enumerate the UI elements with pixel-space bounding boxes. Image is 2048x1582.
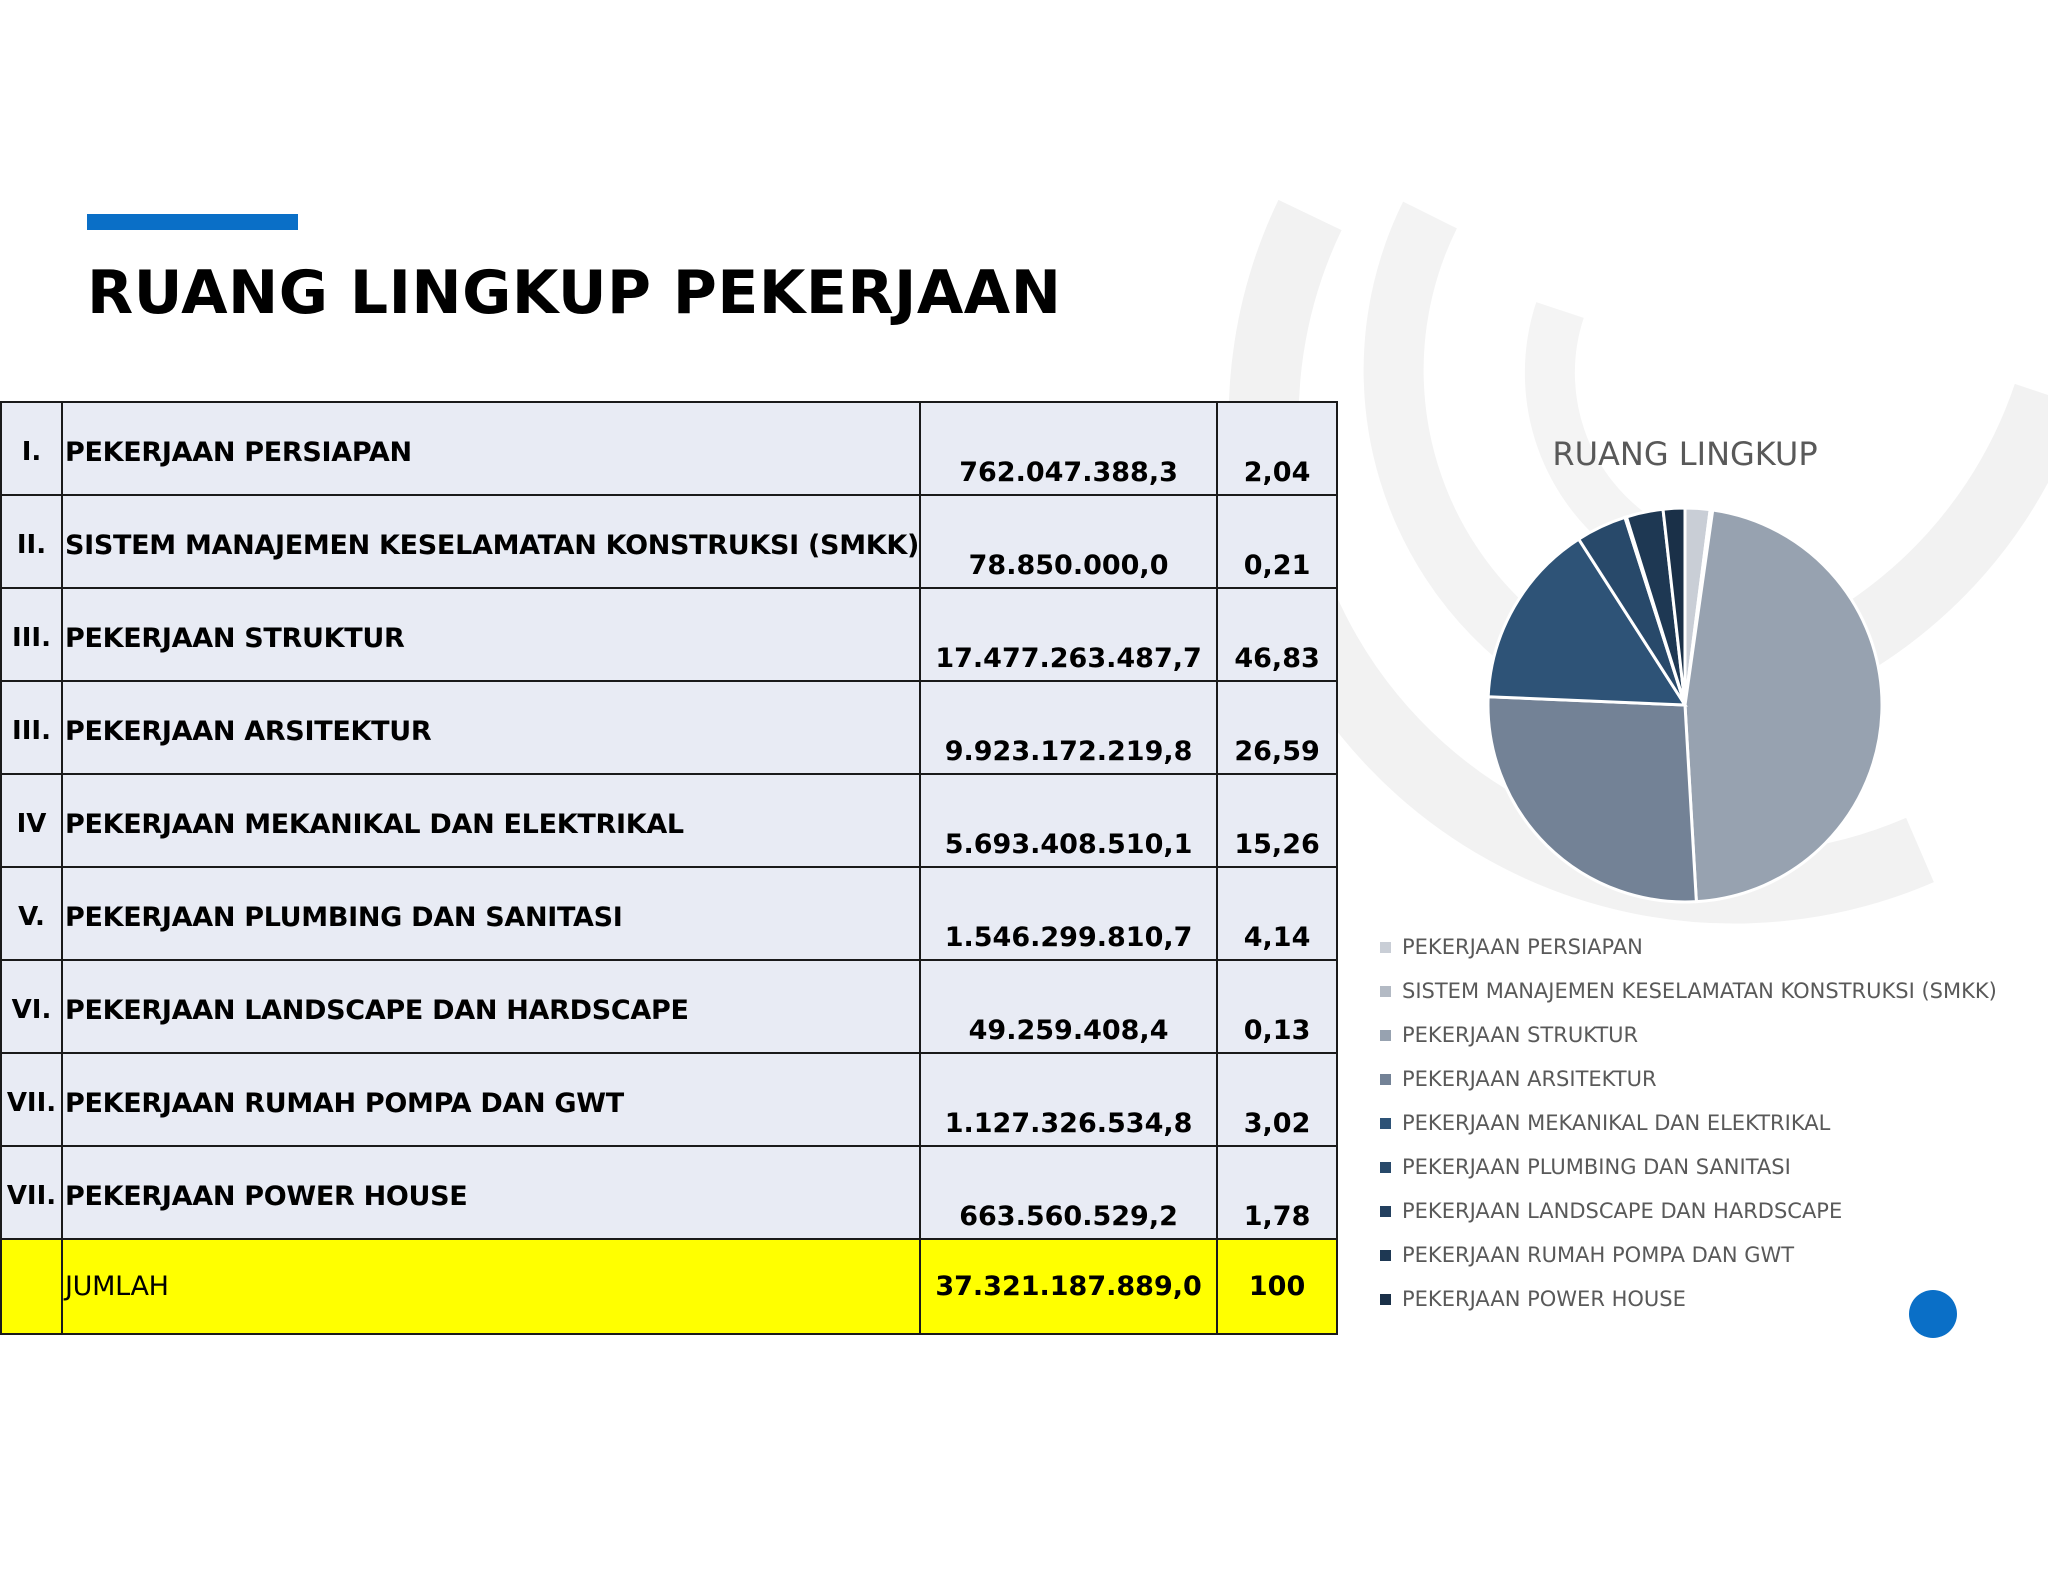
- legend-item: [1380, 1057, 1997, 1101]
- work-item-name: PEKERJAAN PERSIAPAN: [62, 402, 920, 495]
- legend-item: [1380, 925, 1997, 969]
- work-item-value: 762.047.388,3: [920, 402, 1217, 495]
- work-item-value: 1.546.299.810,7: [920, 867, 1217, 960]
- pie-slice: [1685, 510, 1882, 902]
- table-row: [1, 960, 1337, 1053]
- work-item-value: 9.923.172.219,8: [920, 681, 1217, 774]
- slide-indicator-dot: [1909, 1290, 1957, 1338]
- work-item-value: 49.259.408,4: [920, 960, 1217, 1053]
- table-row: [1, 1053, 1337, 1146]
- legend-label: SISTEM MANAJEMEN KESELAMATAN KONSTRUKSI (SMKK): [1402, 979, 1997, 1003]
- legend-swatch: [1380, 1206, 1391, 1217]
- table-row: [1, 1146, 1337, 1239]
- legend-item: [1380, 969, 1997, 1013]
- legend-label: PEKERJAAN ARSITEKTUR: [1402, 1067, 1657, 1091]
- scope-table: [0, 401, 1338, 1335]
- chart-title: RUANG LINGKUP: [1552, 435, 1818, 473]
- row-number: VI.: [1, 960, 62, 1053]
- total-value: 37.321.187.889,0: [920, 1239, 1217, 1334]
- legend-swatch: [1380, 1118, 1391, 1129]
- work-item-value: 1.127.326.534,8: [920, 1053, 1217, 1146]
- legend-item: [1380, 1277, 1997, 1321]
- legend-swatch: [1380, 1162, 1391, 1173]
- row-number: VII.: [1, 1146, 62, 1239]
- work-item-percent: 2,04: [1217, 402, 1337, 495]
- legend-swatch: [1380, 986, 1391, 997]
- work-item-name: SISTEM MANAJEMEN KESELAMATAN KONSTRUKSI (SMKK): [62, 495, 920, 588]
- row-number: I.: [1, 402, 62, 495]
- legend-item: [1380, 1013, 1997, 1057]
- total-percent: 100: [1217, 1239, 1337, 1334]
- chart-legend: [1380, 925, 1997, 1321]
- work-item-percent: 3,02: [1217, 1053, 1337, 1146]
- work-item-value: 78.850.000,0: [920, 495, 1217, 588]
- row-number: II.: [1, 495, 62, 588]
- table-row: [1, 402, 1337, 495]
- work-item-percent: 15,26: [1217, 774, 1337, 867]
- work-item-percent: 0,13: [1217, 960, 1337, 1053]
- legend-label: PEKERJAAN PERSIAPAN: [1402, 935, 1643, 959]
- slide-title: RUANG LINGKUP PEKERJAAN: [87, 258, 1062, 328]
- work-item-name: PEKERJAAN POWER HOUSE: [62, 1146, 920, 1239]
- legend-swatch: [1380, 942, 1391, 953]
- legend-label: PEKERJAAN STRUKTUR: [1402, 1023, 1639, 1047]
- legend-item: [1380, 1101, 1997, 1145]
- pie-chart: [1480, 500, 1890, 910]
- work-item-name: PEKERJAAN MEKANIKAL DAN ELEKTRIKAL: [62, 774, 920, 867]
- work-item-percent: 0,21: [1217, 495, 1337, 588]
- legend-label: PEKERJAAN LANDSCAPE DAN HARDSCAPE: [1402, 1199, 1843, 1223]
- table-row: [1, 867, 1337, 960]
- table-row: [1, 495, 1337, 588]
- legend-swatch: [1380, 1074, 1391, 1085]
- table-row: [1, 681, 1337, 774]
- legend-label: PEKERJAAN POWER HOUSE: [1402, 1287, 1686, 1311]
- work-item-value: 5.693.408.510,1: [920, 774, 1217, 867]
- table-row: [1, 588, 1337, 681]
- work-item-name: PEKERJAAN STRUKTUR: [62, 588, 920, 681]
- legend-item: [1380, 1145, 1997, 1189]
- work-item-name: PEKERJAAN PLUMBING DAN SANITASI: [62, 867, 920, 960]
- work-item-percent: 26,59: [1217, 681, 1337, 774]
- total-label: JUMLAH: [62, 1239, 920, 1334]
- legend-item: [1380, 1233, 1997, 1277]
- row-number: IV: [1, 774, 62, 867]
- legend-swatch: [1380, 1250, 1391, 1261]
- legend-label: PEKERJAAN PLUMBING DAN SANITASI: [1402, 1155, 1791, 1179]
- work-item-name: PEKERJAAN ARSITEKTUR: [62, 681, 920, 774]
- total-number: [1, 1239, 62, 1334]
- work-item-percent: 1,78: [1217, 1146, 1337, 1239]
- work-item-value: 17.477.263.487,7: [920, 588, 1217, 681]
- work-item-percent: 46,83: [1217, 588, 1337, 681]
- title-accent-bar: [87, 214, 298, 230]
- row-number: VII.: [1, 1053, 62, 1146]
- pie-slice: [1488, 697, 1696, 902]
- total-row: [1, 1239, 1337, 1334]
- work-item-percent: 4,14: [1217, 867, 1337, 960]
- work-item-value: 663.560.529,2: [920, 1146, 1217, 1239]
- row-number: III.: [1, 588, 62, 681]
- table-row: [1, 774, 1337, 867]
- legend-swatch: [1380, 1294, 1391, 1305]
- legend-swatch: [1380, 1030, 1391, 1041]
- legend-label: PEKERJAAN MEKANIKAL DAN ELEKTRIKAL: [1402, 1111, 1831, 1135]
- row-number: III.: [1, 681, 62, 774]
- work-item-name: PEKERJAAN RUMAH POMPA DAN GWT: [62, 1053, 920, 1146]
- row-number: V.: [1, 867, 62, 960]
- legend-label: PEKERJAAN RUMAH POMPA DAN GWT: [1402, 1243, 1795, 1267]
- work-item-name: PEKERJAAN LANDSCAPE DAN HARDSCAPE: [62, 960, 920, 1053]
- legend-item: [1380, 1189, 1997, 1233]
